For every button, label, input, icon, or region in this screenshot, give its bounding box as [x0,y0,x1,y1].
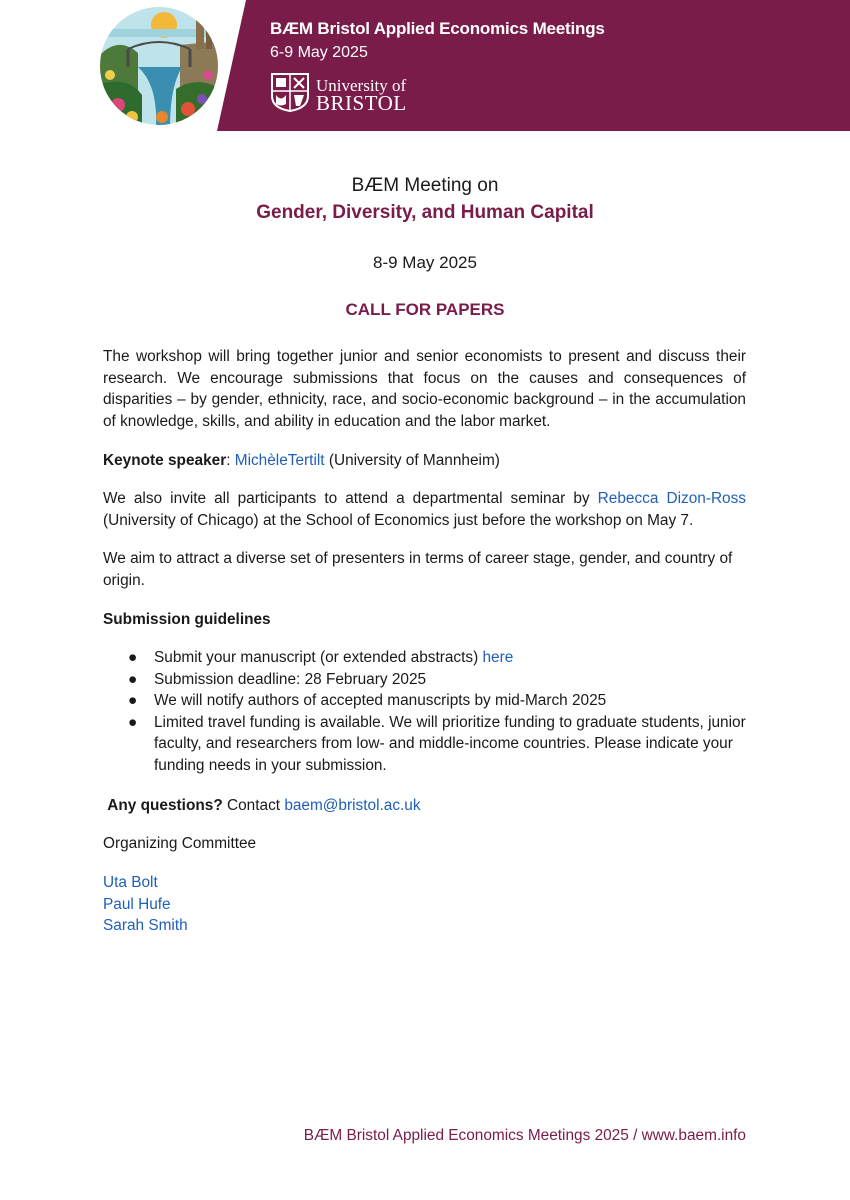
keynote-speaker-link[interactable]: MichèleTertilt [234,452,325,469]
contact-text: Contact [222,797,285,814]
bullet-icon: ● [128,692,138,710]
guideline-item1-text: Submit your manuscript (or extended abstracts) [154,649,483,666]
footer-text: BÆM Bristol Applied Economics Meetings 2025 / www.baem.info [303,1127,746,1144]
committee-member-link[interactable]: Sarah Smith [103,917,188,935]
aim-paragraph: We aim to attract a diverse set of presenters in terms of career stage, gender, and country of origin. [103,550,733,589]
guidelines-list [103,647,746,777]
guideline-item3-text: We will notify authors of accepted manuscripts by mid-March 2025 [154,692,607,710]
meeting-dates: 8-9 May 2025 [373,253,477,272]
university-crest-icon [270,72,310,112]
meeting-theme: Gender, Diversity, and Human Capital [256,202,594,223]
guideline-item2-text: Submission deadline: 28 February 2025 [154,670,427,688]
contact-label: Any questions? [107,797,223,814]
seminar-speaker-link[interactable]: Rebecca Dizon-Ross [597,490,747,507]
list-item [103,669,746,691]
bullet-icon: ● [128,649,138,666]
contact-email-link[interactable]: baem@bristol.ac.uk [284,797,421,814]
university-line2: BRISTOL [316,91,407,115]
keynote-line [103,450,746,472]
bullet-icon: ● [128,670,138,688]
guidelines-heading: Submission guidelines [103,611,271,628]
meeting-intro: BÆM Meeting on [351,175,499,196]
call-for-papers-heading: CALL FOR PAPERS [345,300,505,319]
intro-paragraph: The workshop will bring together junior and senior economists to present and discuss their research. We encourage submissions that focus on the causes and consequences of disparities – by gender, ethnicity, race, and socio-economic background – in the accumulation of knowledge, skills, and ability in education and the labor market. [103,348,746,430]
conference-dates: 6-9 May 2025 [270,44,368,61]
contact-line [103,795,746,817]
keynote-separator: : [226,452,235,469]
committee-members [103,872,746,937]
bullet-icon: ● [128,713,138,731]
university-line1: University of [316,76,407,95]
committee-member-link[interactable]: Uta Bolt [103,874,158,891]
seminar-text-before: We also invite all participants to attend a departmental seminar by [103,490,598,507]
seminar-paragraph [103,488,746,531]
list-item [103,690,746,712]
submission-here-link[interactable]: here [482,649,514,666]
guideline-item4-text: Limited travel funding is available. We will prioritize funding to graduate students, junior faculty, and researchers from low- and middle-income countries. Please indicate your funding needs in your submission. [154,713,746,774]
committee-member-link[interactable]: Paul Hufe [103,895,171,913]
list-item [103,712,746,777]
seminar-text-after: (University of Chicago) at the School of Economics just before the workshop on May 7. [103,511,694,529]
conference-logo-illustration [98,5,220,127]
committee-heading: Organizing Committee [103,835,257,852]
keynote-affiliation: (University of Mannheim) [324,452,500,469]
conference-title: BÆM Bristol Applied Economics Meetings [270,19,605,38]
list-item [103,647,746,669]
keynote-label: Keynote speaker [103,452,227,469]
